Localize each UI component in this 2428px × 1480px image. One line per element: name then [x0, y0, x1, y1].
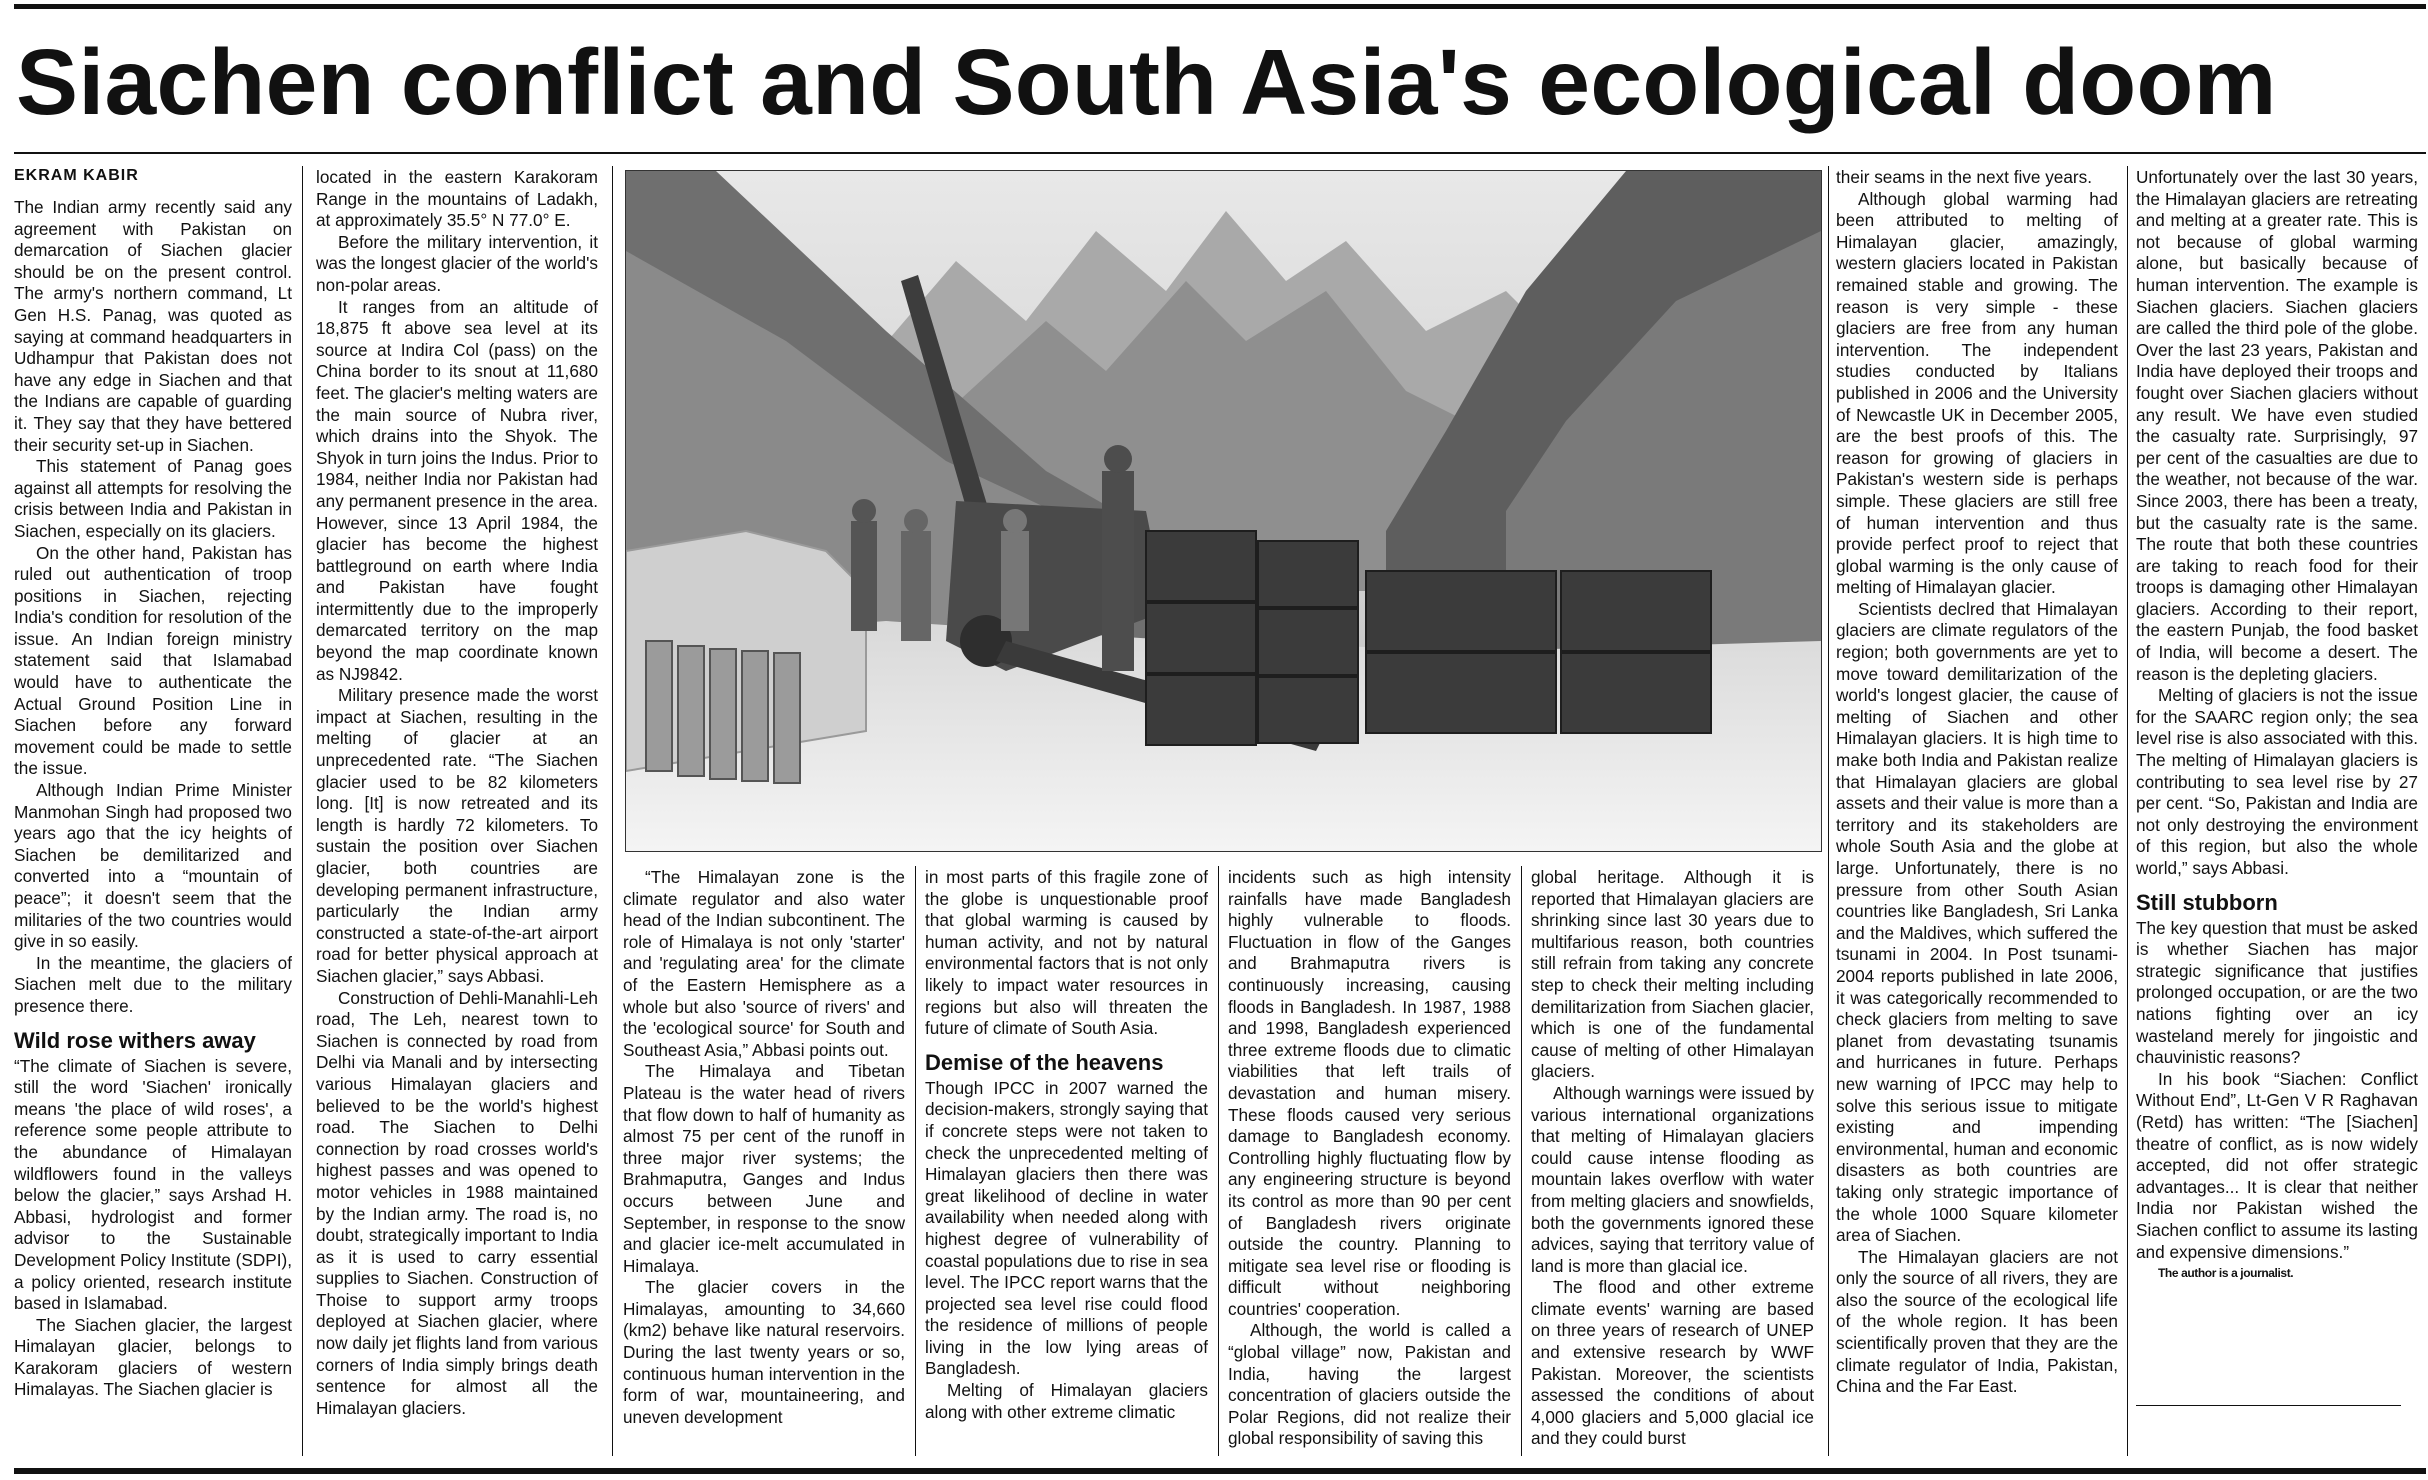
paragraph: Though IPCC in 2007 warned the decision-makers, strongly saying that if concrete steps were not taken to check the unprecedented melting of Himalayan glaciers then there was great likelihood of decline in water availability when needed along with highest degree of vulnerability of coastal populations due to rise in sea level. The IPCC report warns that the projected sea level rise could flood the residence of millions of people living in the low lying areas of Bangladesh. — [925, 1077, 1208, 1379]
paragraph: incidents such as high intensity rainfalls have made Bangladesh highly vulnerable to floods. Fluctuation in flow of the Ganges and Brahmaputra rivers is continuously increasing, causing floods in Bangladesh. In 1987, 1988 and 1998, Bangladesh experienced three extreme floods due to climatic viabilities that left trails of devastation and human misery. These floods caused very serious damage to Bangladesh economy. Controlling highly fluctuating flow by any engineering structure is beyond its control as more than 90 per cent of Bangladesh rivers originate outside the country. Planning to mitigate sea level rise or flooding is difficult without neighboring countries' cooperation. — [1228, 867, 1511, 1319]
paragraph: Construction of Dehli-Manahli-Leh road, The Leh, nearest town to Siachen is connected by road from Delhi via Manali and by intersecting various Himalayan glaciers and believed to be the world's highest road. The Siachen to Delhi connection by road crosses world's highest passes and was opened to motor vehicles in 1988 maintained by the Indian army. The road is, no doubt, strategically important to India as it is used to carry essential supplies to Siachen. Construction of Thoise to support army troops deployed at Siachen glacier, where now daily jet flights land from various corners of India simply brings death sentence for almost all the Himalayan glaciers. — [316, 987, 598, 1418]
paragraph: Military presence made the worst impact at Siachen, resulting in the melting of glacier at an unprecedented rate. “The Siachen glacier used to be 82 kilometers long. [It] is now retreated and its length is hardly 72 kilometers. To sustain the position over Siachen glacier, both countries are developing permanent infrastructure, particularly the Indian army constructed a state-of-the-art airport road for better physical approach at Siachen glacier,” says Abbasi. — [316, 685, 598, 986]
article-column-8 — [2136, 167, 2418, 1459]
paragraph: Melting of glaciers is not the issue for the SAARC region only; the sea level rise is also associated with this. The melting of Himalayan glaciers is contributing to sea level rise by 27 per cent. “So, Pakistan and India are not only destroying the environment of this region, but also the whole world,” says Abbasi. — [2136, 685, 2418, 878]
column-divider — [1218, 866, 1219, 1456]
column-divider — [1521, 866, 1522, 1456]
paragraph: The flood and other extreme climate events' warning are based on three years of research of UNEP and extensive research by WWF Pakistan. Moreover, the scientists assessed the conditions of about 4,000 glaciers and 5,000 glacial ice and they could burst — [1531, 1277, 1814, 1449]
article-column-5 — [1228, 867, 1511, 1459]
article-column-3 — [623, 867, 905, 1459]
paragraph: Although warnings were issued by various international organizations that melting of Himalayan glaciers could cause intense flooding as mountain lakes overflow with water from melting glaciers and snowfields, both the governments ignored these advices, saying that territory value of land is more than glacial ice. — [1531, 1082, 1814, 1276]
column-divider — [302, 166, 303, 1456]
paragraph: global heritage. Although it is reported that Himalayan glaciers are shrinking since last 30 years due to multifarious reason, both countries still refrain from taking any concrete step to check their melting including demilitarization from Siachen glacier, which is one of the fundamental cause of melting of other Himalayan glaciers. — [1531, 867, 1814, 1082]
paragraph: The glacier covers in the Himalayas, amounting to 34,660 (km2) behave like natural reservoirs. During the last twenty years or so, continuous human intervention in the form of war, mountaineering, and uneven development — [623, 1277, 905, 1427]
top-rule — [14, 4, 2426, 9]
paragraph: The Himalaya and Tibetan Plateau is the water head of rivers that flow down to half of humanity as almost 75 per cent of the runoff in three major river systems; the Brahmaputra, Ganges and Indus occurs between June and September, in response to the snow and glacier ice-melt accumulated in Himalaya. — [623, 1061, 905, 1276]
paragraph: In his book “Siachen: Conflict Without End”, Lt-Gen V R Raghavan (Retd) has written: “The [Siachen] theatre of conflict, as is now widely accepted, did not offer strategic advantages... It is clear that neither India nor Pakistan wished the Siachen conflict to assume its lasting and expensive dimensions.” — [2136, 1068, 2418, 1262]
paragraph: “The climate of Siachen is severe, still the word 'Siachen' ironically means 'the place of wild roses', a reference some people attribute to the abundance of Himalayan wildflowers found in the valleys below the glacier,” says Arshad H. Abbasi, hydrologist and former advisor to the Sustainable Development Policy Institute (SDPI), a policy oriented, research institute based in Islamabad. — [14, 1055, 292, 1314]
paragraph: The Indian army recently said any agreement with Pakistan on demarcation of Siachen glacier should be on the present control. The army's northern command, Lt Gen H.S. Panag, was quoted as saying at command headquarters in Udhampur that Pakistan does not have any edge in Siachen and that the Indians are capable of guarding it. They say that they have bettered their security set-up in Siachen. — [14, 197, 292, 455]
paragraph: On the other hand, Pakistan has ruled out authentication of troop positions in Siachen, rejecting India's condition for resolution of the issue. An Indian foreign ministry statement said that Islamabad would have to authenticate the Actual Ground Position Line in Siachen before any forward movement could be made to settle the issue. — [14, 542, 292, 779]
paragraph: In the meantime, the glaciers of Siachen melt due to the military presence there. — [14, 952, 292, 1016]
author-credit: The author is a journalist. — [2158, 1266, 2294, 1281]
subheading: Wild rose withers away — [14, 1027, 256, 1053]
article-column-2 — [316, 167, 598, 1459]
paragraph: The Himalayan glaciers are not only the source of all rivers, they are also the source of the ecological life of the whole region. It has been scientifically proven that they are the climate regulator of India, Pakistan, China and the Far East. — [1836, 1246, 2118, 1397]
subheading: Demise of the heavens — [925, 1049, 1164, 1075]
paragraph: Although global warming had been attributed to melting of Himalayan glacier, amazingly, western glaciers located in Pakistan remained stable and growing. The reason is very simple - these glaciers are free from any human intervention. The independent studies conducted by Italians published in 2006 and the University of Newcastle UK in December 2005, are the best proofs of this. The reason for growing of glaciers in Pakistan's western side is perhaps simple. These glaciers are still free of human intervention and thus provide perfect proof to reject that global warming is the only cause of melting of Himalayan glacier. — [1836, 188, 2118, 598]
subheading: Still stubborn — [2136, 889, 2278, 915]
bottom-rule — [14, 1468, 2426, 1474]
paragraph: located in the eastern Karakoram Range in the mountains of Ladakh, at approximately 35.5° N 77.0° E. — [316, 167, 598, 231]
paragraph: This statement of Panag goes against all attempts for resolving the crisis between India and Pakistan in Siachen, especially on its glaciers. — [14, 456, 292, 541]
paragraph: The Siachen glacier, the largest Himalayan glacier, belongs to Karakoram glaciers of western Himalayas. The Siachen glacier is — [14, 1314, 292, 1400]
column-divider — [2127, 166, 2128, 1456]
artillery-photo-icon — [626, 171, 1821, 851]
article-column-1 — [14, 167, 292, 1459]
paragraph: in most parts of this fragile zone of the globe is unquestionable proof that global warming is caused by human activity, and not by natural environmental factors that is not only likely to impact water resources in regions but also will threaten the future of climate of South Asia. — [925, 867, 1208, 1039]
headline-rule — [14, 152, 2426, 154]
paragraph: “The Himalayan zone is the climate regulator and also water head of the Indian subcontinent. The role of Himalaya is not only 'starter' and 'regulating area' for the climate of the Eastern Hemisphere as a whole but also 'source of rivers' and the 'ecological source' for South and Southeast Asia,” Abbasi points out. — [623, 867, 905, 1060]
paragraph: Before the military intervention, it was the longest glacier of the world's non-polar areas. — [316, 231, 598, 295]
paragraph: their seams in the next five years. — [1836, 167, 2093, 187]
paragraph: Melting of Himalayan glaciers along with other extreme climatic — [925, 1380, 1208, 1422]
paragraph: Unfortunately over the last 30 years, the Himalayan glaciers are retreating and melting at a greater rate. This is not because of global warming alone, but basically because of human intervention. The example is Siachen glaciers. Siachen glaciers are called the third pole of the globe. Over the last 23 years, Pakistan and India have deployed their troops and fought over Siachen glaciers without any result. We have even studied the casualty rate. Surprisingly, 97 per cent of the casualties are due to the weather, not because of the war. Since 2003, there has been a treaty, but the casualty rate is the same. The route that both these countries are taking to reach food for their troops is damaging other Himalayan glaciers. According to their report, the eastern Punjab, the food basket of India, will become a desert. The reason is the depleting glaciers. — [2136, 167, 2418, 684]
paragraph: Scientists declred that Himalayan glaciers are climate regulators of the region; both governments are yet to move toward demilitarization of the world's longest glacier, the cause of melting of Siachen and other Himalayan glaciers. It is high time to make both India and Pakistan realize that Himalayan glaciers are global assets and their value is more than a territory and its stakeholders are whole South Asia and the globe at large. Unfortunately, there is no pressure from other South Asian countries like Bangladesh, Sri Lanka and the Maldives, which suffered the tsunami in 2004. In Post tsunami-2004 reports published in late 2006, it was categorically recommended to check glaciers from melting to save planet from devastating tsunamis and hurricanes in future. Perhaps new warning of IPCC may help to solve this serious issue to mitigate existing and impending environmental, human and economic disasters as both countries are taking only strategic importance of the whole 1000 Square kilometer area of Siachen. — [1836, 598, 2118, 1246]
article-column-4 — [925, 867, 1208, 1459]
paragraph: The key question that must be asked is whether Siachen has major strategic significance that justifies prolonged occupation, or are the two nations fighting over an icy wasteland merely for jingoistic and chauvinistic reasons? — [2136, 917, 2418, 1068]
headline: Siachen conflict and South Asia's ecological doom — [16, 30, 2277, 134]
column-divider — [1828, 166, 1829, 1456]
article-column-7 — [1836, 167, 2118, 1459]
paragraph: Although, the world is called a “global village” now, Pakistan and India, having the largest concentration of glaciers outside the Polar Regions, did not realize their global responsibility of saving this — [1228, 1320, 1511, 1449]
paragraph: It ranges from an altitude of 18,875 ft above sea level at its source at Indira Col (pass) on the China border to its snout at 11,680 feet. The glacier's melting waters are the main source of Nubra river, which drains into the Shyok. The Shyok in turn joins the Indus. Prior to 1984, neither India nor Pakistan had any permanent presence in the area. However, since 13 April 1984, the glacier has become the highest battleground on earth where India and Pakistan have fought intermittently due to the improperly demarcated territory on the map beyond the map coordinate known as NJ9842. — [316, 296, 598, 684]
column-divider — [612, 166, 613, 1456]
article-column-6 — [1531, 867, 1814, 1459]
column-divider — [915, 866, 916, 1456]
artillery-photo — [625, 170, 1822, 852]
paragraph: Although Indian Prime Minister Manmohan Singh had proposed two years ago that the icy heights of Siachen be demilitarized and converted into a “mountain of peace”; it doesn't seem that the militaries of the two countries would give in so easily. — [14, 780, 292, 952]
byline: EKRAM KABIR — [14, 167, 139, 184]
